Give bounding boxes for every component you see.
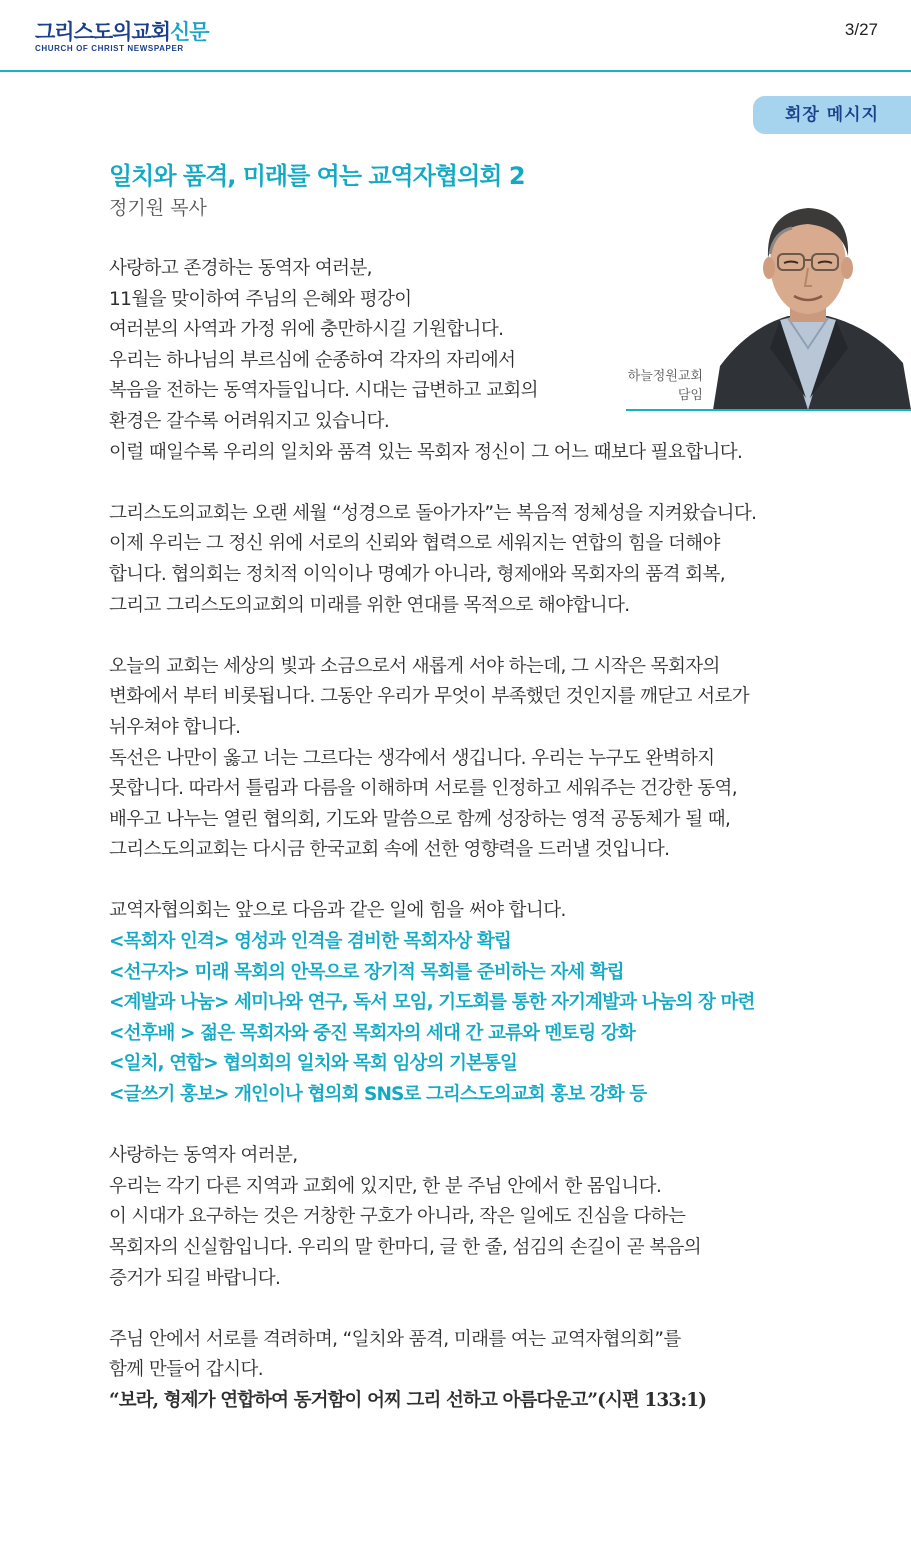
section-tag: 회장 메시지: [753, 96, 911, 134]
article-body: [109, 254, 819, 1417]
body-line: 우리는 각기 다른 지역과 교회에 있지만, 한 분 주님 안에서 한 몸입니다.: [109, 1175, 662, 1197]
goal-item: <계발과 나눔> 세미나와 연구, 독서 모임, 기도회를 통한 자기계발과 나눔의 장 마련: [109, 992, 755, 1014]
article-title: 일치와 품격, 미래를 여는 교역자협의회 2: [109, 162, 525, 190]
paragraph-gap: [109, 1111, 819, 1142]
paragraph-gap: [109, 468, 819, 499]
body-line: 여러분의 사역과 가정 위에 충만하시길 기원합니다.: [109, 319, 504, 341]
body-line: 그리스도의교회는 오랜 세월 “성경으로 돌아가자”는 복음적 정체성을 지켜왔습니다.: [109, 502, 757, 524]
goal-item: <목회자 인격> 영성과 인격을 겸비한 목회자상 확립: [109, 931, 511, 953]
body-line: 오늘의 교회는 세상의 빛과 소금으로서 새롭게 서야 하는데, 그 시작은 목회자의: [109, 655, 720, 677]
article-author: 정기원 목사: [109, 197, 207, 219]
body-line: 주님 안에서 서로를 격려하며, “일치와 품격, 미래를 여는 교역자협의회”를: [109, 1328, 681, 1350]
body-line: 독선은 나만이 옳고 너는 그르다는 생각에서 생깁니다. 우리는 누구도 완벽하지: [109, 747, 715, 769]
paragraph-gap: [109, 621, 819, 652]
body-line: 교역자협의회는 앞으로 다음과 같은 일에 힘을 써야 합니다.: [109, 900, 566, 922]
goal-item: <선후배 > 젊은 목회자와 중진 목회자의 세대 간 교류와 멘토링 강화: [109, 1022, 635, 1044]
goal-item: <선구자> 미래 목회의 안목으로 장기적 목회를 준비하는 자세 확립: [109, 961, 624, 983]
body-line: 환경은 갈수록 어려워지고 있습니다.: [109, 410, 390, 432]
body-line: 합니다. 협의회는 정치적 이익이나 명예가 아니라, 형제애와 목회자의 품격 회복,: [109, 563, 726, 585]
logo-subtitle: CHURCH OF CHRIST NEWSPAPER: [35, 44, 184, 53]
body-line: 그리스도의교회는 다시금 한국교회 속에 선한 영향력을 드러낼 것입니다.: [109, 839, 670, 861]
body-line: 목회자의 신실함입니다. 우리의 말 한마디, 글 한 줄, 섬김의 손길이 곧 복음의: [109, 1237, 702, 1258]
body-line: 사랑하고 존경하는 동역자 여러분,: [109, 258, 372, 279]
body-line: 그리고 그리스도의교회의 미래를 위한 연대를 목적으로 해야합니다.: [109, 594, 630, 616]
body-line: 이 시대가 요구하는 것은 거창한 구호가 아니라, 작은 일에도 진심을 다하는: [109, 1206, 686, 1228]
body-line: 함께 만들어 갑시다.: [109, 1359, 264, 1381]
logo-title: 그리스도의교회신문: [35, 20, 209, 44]
newspaper-logo[interactable]: [35, 20, 209, 54]
caption-role: 담임: [677, 388, 703, 403]
body-line: 우리는 하나님의 부르심에 순종하여 각자의 자리에서: [109, 349, 516, 371]
scripture-verse: “보라, 형제가 연합하여 동거함이 어찌 그리 선하고 아름다운고”(시편 133:1): [109, 1389, 707, 1411]
body-line: 변화에서 부터 비롯됩니다. 그동안 우리가 무엇이 부족했던 것인지를 깨닫고 서로가: [109, 686, 750, 708]
goal-item: <글쓰기 홍보> 개인이나 협의회 SNS로 그리스도의교회 홍보 강화 등: [109, 1084, 647, 1106]
body-line: 증거가 되길 바랍니다.: [109, 1267, 281, 1289]
body-line: 못합니다. 따라서 틀림과 다름을 이해하며 서로를 인정하고 세워주는 건강한 동역,: [109, 778, 738, 800]
body-line: 복음을 전하는 동역자들입니다. 시대는 급변하고 교회의: [109, 380, 538, 402]
caption-church: 하늘정원교회: [627, 369, 703, 384]
body-line: 이제 우리는 그 정신 위에 서로의 신뢰와 협력으로 세워지는 연합의 힘을 더해야: [109, 533, 720, 555]
goal-item: <일치, 연합> 협의회의 일치와 목회 임상의 기본통일: [109, 1053, 517, 1075]
body-line: 사랑하는 동역자 여러분,: [109, 1145, 298, 1167]
body-line: 이럴 때일수록 우리의 일치와 품격 있는 목회자 정신이 그 어느 때보다 필요합니다.: [109, 441, 743, 463]
page-header: [0, 0, 911, 72]
body-line: 뉘우쳐야 합니다.: [109, 716, 241, 738]
paragraph-gap: [109, 1294, 819, 1325]
page-number: 3/27: [844, 20, 878, 39]
body-line: 11월을 맞이하여 주님의 은혜와 평강이: [109, 288, 412, 310]
body-line: 배우고 나누는 열린 협의회, 기도와 말씀으로 함께 성장하는 영적 공동체가 될 때,: [109, 808, 731, 830]
paragraph-gap: [109, 866, 819, 897]
